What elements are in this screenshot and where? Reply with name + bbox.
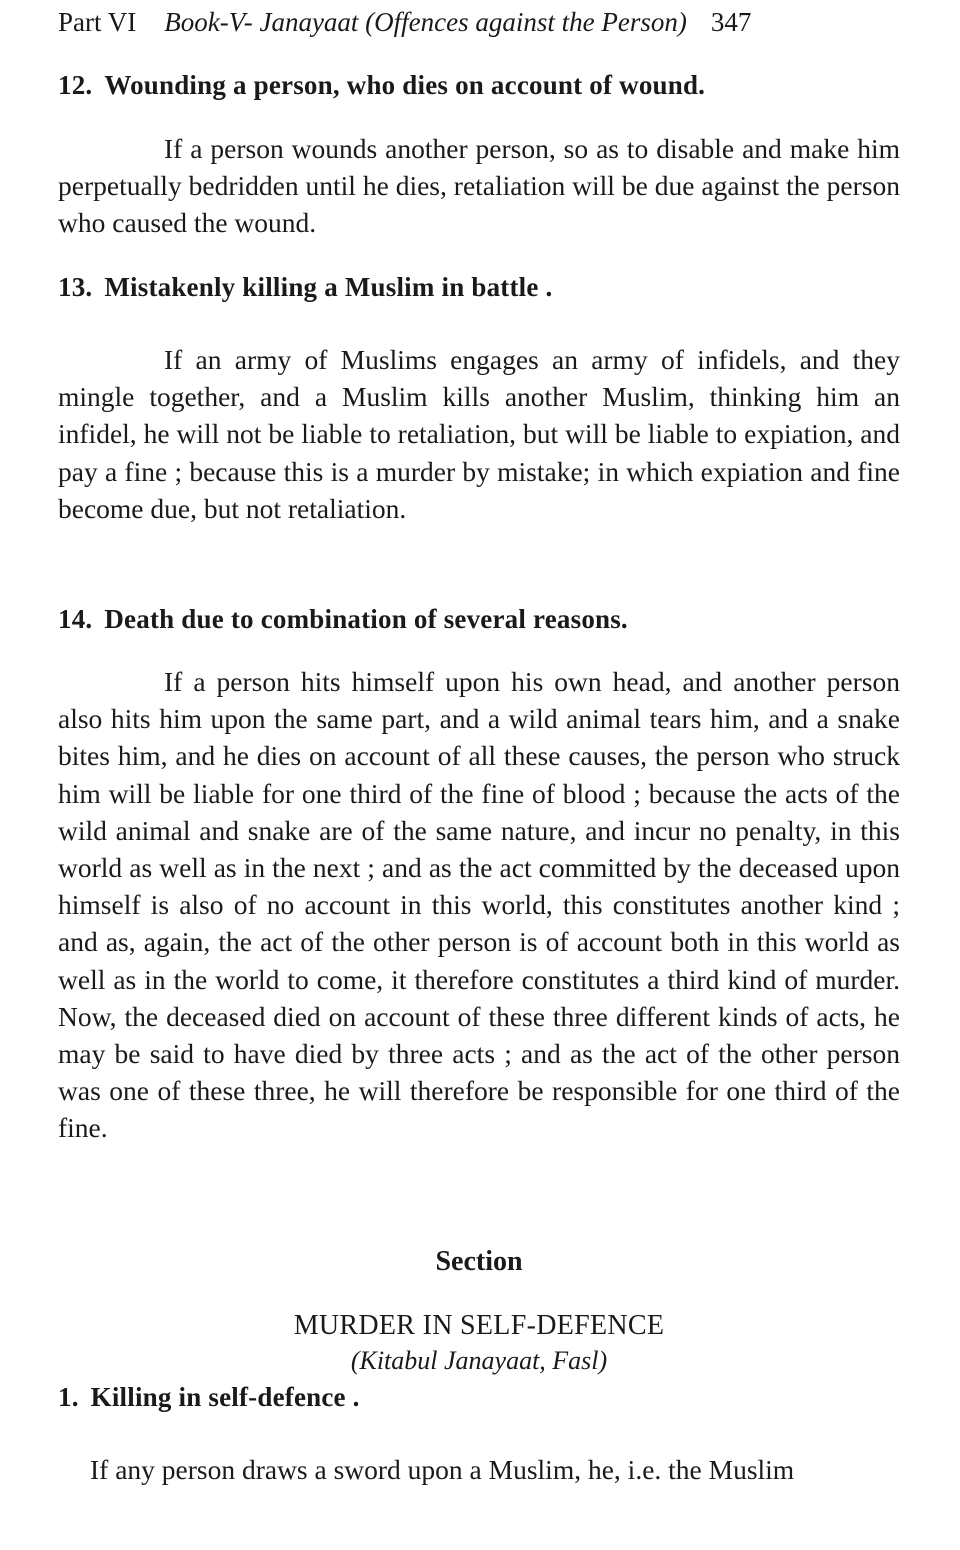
header-part: Part VI [58, 7, 137, 37]
section-heading-14 [58, 602, 628, 636]
subsection-number: 1. [58, 1382, 79, 1412]
section-number: 12. [58, 70, 93, 100]
section-heading-12 [58, 68, 705, 102]
page-number: 347 [710, 7, 752, 37]
chapter-title: MURDER IN SELF-DEFENCE [293, 1310, 665, 1341]
section-title: Death due to combination of several reasons. [104, 604, 628, 634]
section-body-14: If a person hits himself upon his own head, and another person also hits him upon the same part, and a wild animal tears him, and a snake bites him, and he dies on account of all these causes, the person who struck him will be liable for one third of the fine of blood ; because the acts of the wild animal and snake are of the same nature, and incur no penalty, in this world as well as in the next ; and as the act committed by the deceased upon himself is also of no account in this world, this constitutes another kind ; and as, again, the act of the other person is of account both in this world as well as in the world to come, it therefore constitutes a third kind of murder. Now, the deceased died on account of these three different kinds of acts, he may be said to have died by three acts ; and as the act of the other person was one of these three, he will therefore be responsible for one third of the fine. [58, 666, 900, 1144]
subsection-heading-1 [58, 1380, 360, 1414]
section-title: Mistakenly killing a Muslim in battle . [104, 272, 553, 302]
section-number: 13. [58, 272, 93, 302]
section-title: Wounding a person, who dies on account of wound. [104, 70, 706, 100]
section-number: 14. [58, 604, 93, 634]
subsection-body-start: If any person draws a sword upon a Muslim, he, i.e. the Muslim [90, 1454, 795, 1485]
section-body-13: If an army of Muslims engages an army of infidels, and they mingle together, and a Muslim kills another Muslim, thinking him an infidel, he will not be liable to retaliation, but will be liable to expiation, and pay a fine ; because this is a murder by mistake; in which expiation and fine become due, but not retaliation. [58, 344, 900, 524]
chapter-label: Section [435, 1246, 523, 1277]
header-book-title: Book-V- Janayaat (Offences against the Person) [164, 7, 687, 37]
subsection-title: Killing in self-defence . [90, 1382, 360, 1412]
section-body-12: If a person wounds another person, so as to disable and make him perpetually bedridden until he dies, retaliation will be due against the person who caused the wound. [58, 133, 900, 239]
chapter-subtitle: (Kitabul Janayaat, Fasl) [350, 1346, 608, 1375]
running-header [58, 4, 888, 40]
section-heading-13 [58, 270, 552, 304]
